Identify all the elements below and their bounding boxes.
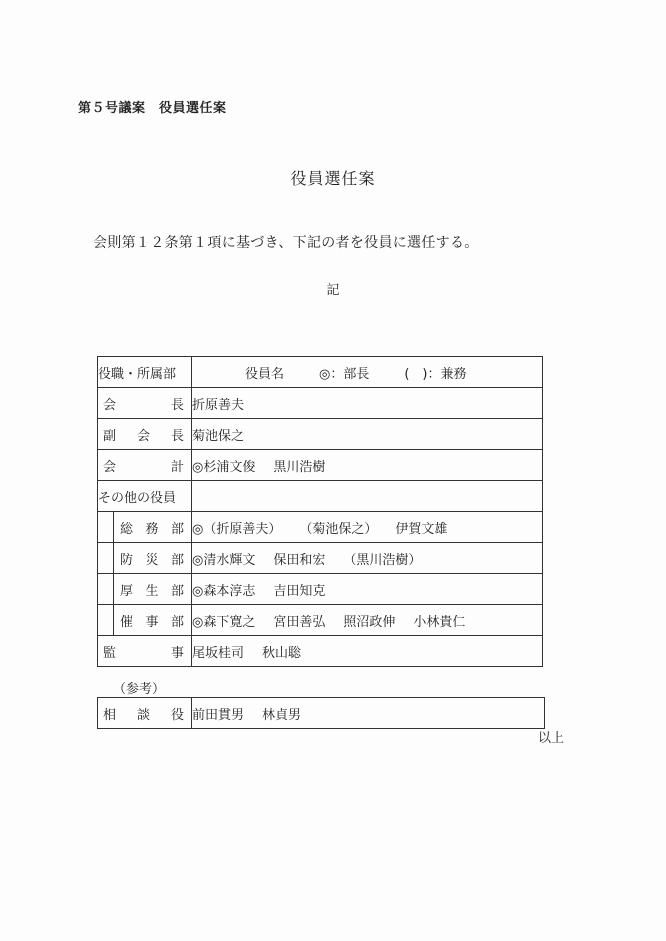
label-somu: 総 務 部	[98, 512, 192, 543]
label-bosai: 防 災 部	[98, 543, 192, 574]
names-kanji: 尾坂桂司 秋山聡	[192, 636, 543, 667]
label-kosei: 厚 生 部	[98, 574, 192, 605]
names-somu: ◎（折原善夫） （菊池保之） 伊賀文雄	[192, 512, 543, 543]
header-name-label: 役員名	[245, 366, 285, 382]
table-row	[98, 481, 543, 512]
table-row	[98, 605, 543, 636]
header-position: 役職・所属部	[98, 357, 192, 388]
label-saiji: 催 事 部	[98, 605, 192, 636]
header-names	[192, 357, 543, 388]
names-sonota	[192, 481, 543, 512]
names-sodanyaku: 前田貫男 林貞男	[192, 698, 545, 729]
label-sonota: その他の役員	[98, 481, 192, 512]
agenda-heading: 第５号議案 役員選任案	[78, 101, 227, 116]
legend-bucho: ◎：部長	[319, 366, 370, 382]
table-row	[98, 450, 543, 481]
table-row	[98, 543, 543, 574]
closing-ijou: 以上	[538, 731, 565, 746]
table-header-row	[98, 357, 543, 388]
table-row	[98, 698, 545, 729]
names-saiji: ◎森下寛之 宮田善弘 照沼政伸 小林貴仁	[192, 605, 543, 636]
table-row	[98, 419, 543, 450]
document-title: 役員選任案	[290, 169, 376, 188]
names-kaicho: 折原善夫	[192, 388, 543, 419]
reference-note: （参考）	[113, 682, 166, 697]
ki-mark: 記	[326, 283, 340, 298]
intro-text: 会則第１２条第１項に基づき、下記の者を役員に選任する。	[93, 235, 479, 251]
table-row	[98, 388, 543, 419]
names-kaikei: ◎杉浦文俊 黒川浩樹	[192, 450, 543, 481]
names-kosei: ◎森本淳志 吉田知克	[192, 574, 543, 605]
reference-table	[97, 697, 545, 729]
table-row	[98, 512, 543, 543]
legend-kenmu: ( )：兼務	[404, 366, 467, 382]
names-fukukaicho: 菊池保之	[192, 419, 543, 450]
label-kaikei: 会 計	[98, 450, 192, 481]
label-sodanyaku: 相 談 役	[98, 698, 192, 729]
table-row	[98, 636, 543, 667]
label-kaicho: 会 長	[98, 388, 192, 419]
officers-table	[97, 356, 543, 667]
label-kanji: 監 事	[98, 636, 192, 667]
label-fukukaicho: 副 会 長	[98, 419, 192, 450]
table-row	[98, 574, 543, 605]
names-bosai: ◎清水輝文 保田和宏 （黒川浩樹）	[192, 543, 543, 574]
